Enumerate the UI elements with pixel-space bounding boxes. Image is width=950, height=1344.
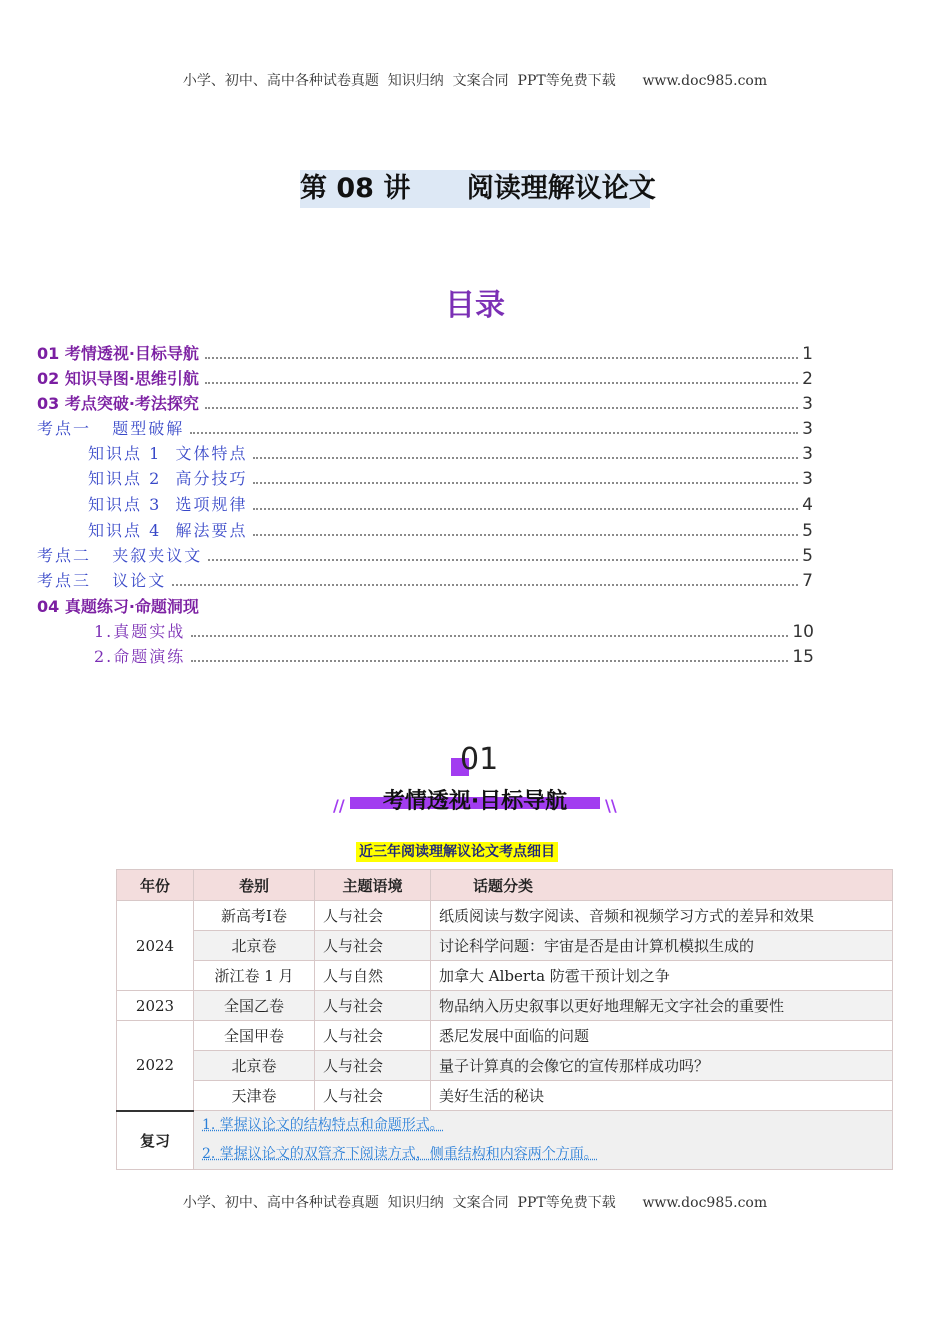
topic-cell: 讨论科学问题：宇宙是否是由计算机模拟生成的 [431, 931, 893, 961]
review-row [117, 1111, 893, 1170]
toc-entry[interactable]: 04 真题练习·命题洞现 [37, 597, 199, 616]
table-row [117, 1081, 893, 1111]
toc-title: 目录 [445, 288, 505, 323]
table-row [117, 991, 893, 1021]
paper-cell: 北京卷 [194, 931, 315, 961]
toc-entry[interactable]: 知识点 3 选项规律 4 [88, 495, 813, 515]
review-label: 复习 [117, 1111, 194, 1170]
topic-cell: 悉尼发展中面临的问题 [431, 1021, 893, 1051]
toc-entry[interactable]: 03 考点突破·考法探究 3 [37, 394, 813, 414]
page-header: 小学、初中、高中各种试卷真题 知识归纳 文案合同 PPT等免费下载 www.doc985.com [182, 73, 768, 89]
year-cell: 2022 [117, 1021, 194, 1111]
col-header-theme: 主题语境 [315, 870, 431, 901]
table-row [117, 901, 893, 931]
toc-entry[interactable]: 考点三 议论文 7 [37, 571, 813, 591]
paper-cell: 全国乙卷 [194, 991, 315, 1021]
section-title: 考情透视·目标导航 [382, 789, 568, 814]
toc-entry[interactable]: 考点一 题型破解 3 [37, 419, 813, 439]
toc-entry[interactable]: 01 考情透视·目标导航 1 [37, 344, 813, 364]
page-footer: 小学、初中、高中各种试卷真题 知识归纳 文案合同 PPT等免费下载 www.doc985.com [182, 1195, 768, 1211]
table-caption: 近三年阅读理解议论文考点细目 [356, 842, 558, 862]
topic-cell: 加拿大 Alberta 防雹干预计划之争 [431, 961, 893, 991]
topic-cell: 纸质阅读与数字阅读、音频和视频学习方式的差异和效果 [431, 901, 893, 931]
table-header-row [117, 870, 893, 901]
exam-topics-table [116, 869, 893, 1170]
table-row [117, 961, 893, 991]
topic-cell: 量子计算真的会像它的宣传那样成功吗？ [431, 1051, 893, 1081]
review-item: 1. 掌握议论文的结构特点和命题形式。 [202, 1117, 444, 1133]
toc-entry[interactable]: 1.真题实战 10 [94, 622, 814, 642]
review-item: 2. 掌握议论文的双管齐下阅读方式，侧重结构和内容两个方面。 [202, 1146, 598, 1162]
col-header-year: 年份 [117, 870, 194, 901]
table-row [117, 1021, 893, 1051]
review-content [194, 1111, 893, 1170]
theme-cell: 人与社会 [315, 1021, 431, 1051]
table-row [117, 1051, 893, 1081]
lecture-title: 第 08 讲 阅读理解议论文 [300, 170, 650, 208]
theme-cell: 人与社会 [315, 931, 431, 961]
col-header-topic: 话题分类 [431, 870, 893, 901]
col-header-paper: 卷别 [194, 870, 315, 901]
theme-cell: 人与自然 [315, 961, 431, 991]
section-number: 01 [460, 742, 499, 777]
table-row [117, 931, 893, 961]
theme-cell: 人与社会 [315, 901, 431, 931]
slash-left-icon: // [333, 796, 345, 815]
slash-right-icon: \\ [605, 796, 617, 815]
paper-cell: 新高考Ⅰ卷 [194, 901, 315, 931]
theme-cell: 人与社会 [315, 1081, 431, 1111]
toc-entry[interactable]: 考点二 夹叙夹议文 5 [37, 546, 813, 566]
paper-cell: 浙江卷 1 月 [194, 961, 315, 991]
theme-cell: 人与社会 [315, 991, 431, 1021]
toc-entry[interactable]: 02 知识导图·思维引航 2 [37, 369, 813, 389]
paper-cell: 全国甲卷 [194, 1021, 315, 1051]
paper-cell: 北京卷 [194, 1051, 315, 1081]
toc-entry[interactable]: 知识点 2 高分技巧 3 [88, 469, 813, 489]
toc-entry[interactable]: 2.命题演练 15 [94, 647, 814, 667]
year-cell: 2024 [117, 901, 194, 991]
toc-entry[interactable]: 知识点 4 解法要点 5 [88, 521, 813, 541]
topic-cell: 美好生活的秘诀 [431, 1081, 893, 1111]
topic-cell: 物品纳入历史叙事以更好地理解无文字社会的重要性 [431, 991, 893, 1021]
theme-cell: 人与社会 [315, 1051, 431, 1081]
year-cell: 2023 [117, 991, 194, 1021]
toc-entry[interactable]: 知识点 1 文体特点 3 [88, 444, 813, 464]
paper-cell: 天津卷 [194, 1081, 315, 1111]
